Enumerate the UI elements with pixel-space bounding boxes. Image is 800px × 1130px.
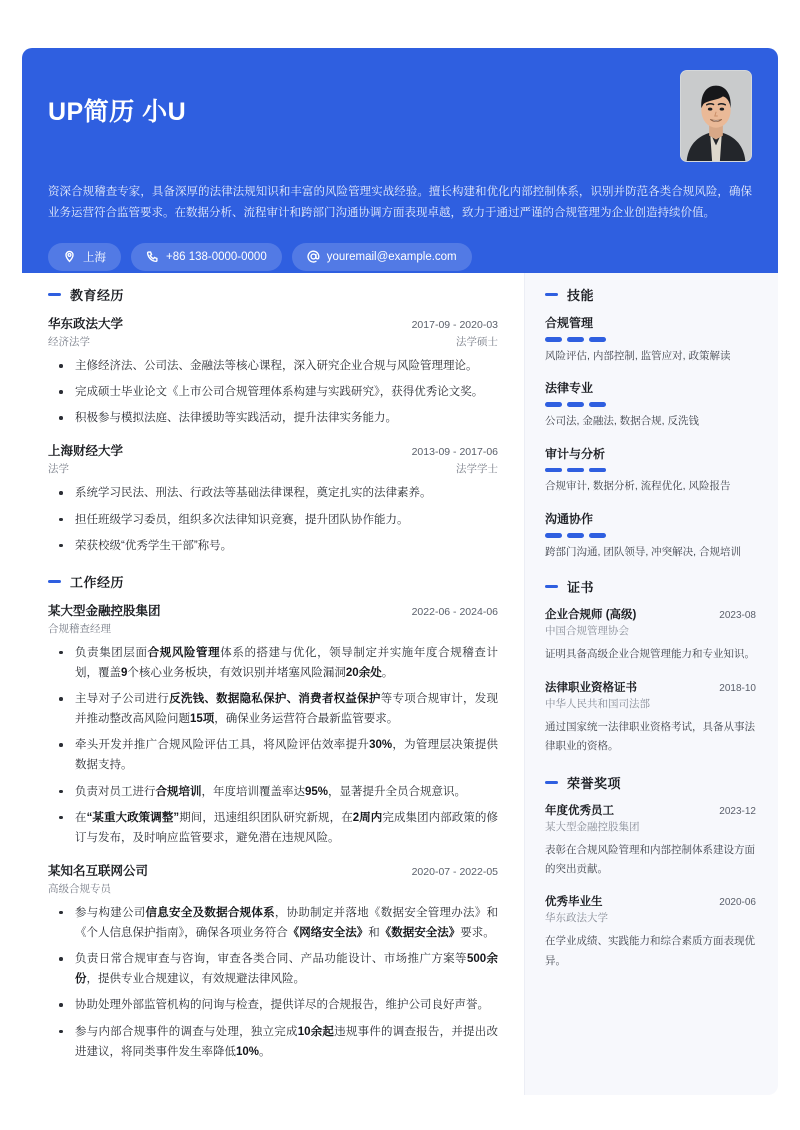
section-dash-icon [545, 781, 558, 784]
education-date: 2017-09 - 2020-03 [411, 319, 498, 331]
skill-level-bars [545, 337, 756, 342]
education-entry-subline [48, 332, 498, 349]
list-item: 担任班级学习委员，组织多次法律知识竞赛，提升团队协作能力。 [48, 510, 498, 530]
skill-group [545, 379, 756, 430]
certificate-issuer: 中华人民共和国司法部 [545, 697, 650, 710]
section-dash-icon [48, 293, 61, 296]
list-item: 负责对员工进行合规培训，年度培训覆盖率达95%，显著提升全员合规意识。 [48, 782, 498, 802]
skill-level-segment [567, 337, 584, 342]
contact-email[interactable] [292, 243, 472, 271]
skill-level-segment [589, 468, 606, 473]
sidebar-column [524, 273, 778, 1095]
skill-group [545, 314, 756, 365]
work-entry-headline [48, 601, 498, 619]
skill-level-segment [567, 533, 584, 538]
list-item: 负责日常合规审查与咨询，审查各类合同、产品功能设计、市场推广方案等500余份，提供专业合规建议，有效规避法律风险。 [48, 949, 498, 989]
certificate-headline [545, 679, 756, 695]
award-headline [545, 893, 756, 909]
awards-list [545, 802, 756, 972]
list-item: 系统学习民法、刑法、行政法等基础法律课程，奠定扎实的法律素养。 [48, 483, 498, 503]
skill-items: 跨部门沟通, 团队领导, 冲突解决, 合规培训 [545, 545, 742, 558]
work-date: 2020-07 - 2022-05 [411, 865, 498, 878]
location-pin-icon [63, 250, 76, 263]
award-date: 2020-06 [719, 897, 756, 909]
award-entry [545, 893, 756, 971]
skill-level-segment [545, 402, 562, 407]
skill-name: 法律专业 [545, 381, 594, 396]
skill-level-segment [567, 402, 584, 407]
contact-row [48, 243, 752, 271]
section-title-awards: 荣誉奖项 [567, 775, 622, 791]
skills-list [545, 314, 756, 561]
award-description: 表彰在合规风险管理和内部控制体系建设方面的突出贡献。 [545, 843, 755, 876]
list-item: 荣获校级“优秀学生干部”称号。 [48, 536, 498, 556]
certificate-description: 证明具备高级企业合规管理能力和专业知识。 [545, 648, 755, 661]
header-top-row [48, 70, 752, 162]
contact-location[interactable] [48, 243, 121, 271]
education-major: 法学 [48, 463, 69, 476]
education-date: 2013-09 - 2017-06 [411, 446, 498, 459]
contact-phone[interactable] [131, 243, 282, 271]
resume-header-card [22, 48, 778, 289]
certificate-headline [545, 606, 756, 622]
education-bullets [48, 483, 498, 555]
skill-level-segment [567, 468, 584, 473]
certificates-list [545, 606, 756, 756]
skill-level-segment [589, 402, 606, 407]
avatar [680, 70, 752, 162]
certificate-issuer: 中国合规管理协会 [545, 625, 629, 638]
education-degree: 法学学士 [456, 463, 498, 476]
award-description: 在学业成绩、实践能力和综合素质方面表现优异。 [545, 935, 755, 967]
work-date: 2022-06 - 2024-06 [411, 605, 498, 618]
education-entry [48, 441, 498, 555]
list-item: 负责集团层面合规风险管理体系的搭建与优化，领导制定并实施年度合规稽查计划，覆盖9个核心业务板块，有效识别并堵塞风险漏洞20余处。 [48, 643, 498, 683]
work-entry [48, 601, 498, 848]
phone-icon [146, 250, 159, 263]
certificate-entry [545, 606, 756, 664]
email-at-icon [307, 250, 320, 263]
section-dash-icon [48, 580, 61, 583]
contact-phone-text: +86 138-0000-0000 [166, 250, 267, 263]
main-column [22, 273, 524, 1095]
list-item: 参与内部合规事件的调查与处理，独立完成10余起违规事件的调查报告，并提出改进建议，将同类事件发生率降低10%。 [48, 1022, 498, 1062]
section-header-certificates [545, 577, 756, 596]
education-school: 华东政法大学 [48, 317, 124, 331]
certificate-name: 法律职业资格证书 [545, 681, 637, 694]
skill-level-bars [545, 533, 756, 538]
skill-items: 风险评估, 内部控制, 监管应对, 政策解读 [545, 349, 731, 362]
certificate-entry [545, 679, 756, 757]
work-bullets [48, 643, 498, 848]
education-major: 经济法学 [48, 336, 90, 348]
section-header-work [48, 572, 498, 591]
work-company: 某知名互联网公司 [48, 863, 149, 878]
section-title-skills: 技能 [567, 288, 595, 303]
education-entry-subline [48, 459, 498, 476]
award-name: 年度优秀员工 [545, 804, 614, 817]
work-role: 合规稽查经理 [48, 622, 111, 635]
award-name: 优秀毕业生 [545, 896, 603, 909]
skill-level-segment [545, 468, 562, 473]
skill-level-segment [589, 533, 606, 538]
skill-items: 合规审计, 数据分析, 流程优化, 风险报告 [545, 480, 731, 493]
skill-name: 合规管理 [545, 316, 594, 330]
list-item: 协助处理外部监管机构的问询与检查，提供详尽的合规报告，维护公司良好声誉。 [48, 995, 498, 1015]
education-entry [48, 314, 498, 428]
award-issuer: 某大型金融控股集团 [545, 820, 640, 833]
contact-location-text: 上海 [83, 251, 106, 264]
list-item: 参与构建公司信息安全及数据合规体系，协助制定并落地《数据安全管理办法》和《个人信息保护指南》，确保各项业务符合《网络安全法》和《数据安全法》要求。 [48, 903, 498, 943]
section-dash-icon [545, 585, 558, 588]
certificate-name: 企业合规师 (高级) [545, 609, 637, 622]
skill-level-segment [545, 337, 562, 342]
education-school: 上海财经大学 [48, 444, 124, 459]
page-title: UP简历 小U [48, 98, 187, 126]
education-entry-headline [48, 314, 498, 332]
skill-items: 公司法, 金融法, 数据合规, 反洗钱 [545, 414, 700, 427]
award-entry [545, 802, 756, 880]
award-issuer: 华东政法大学 [545, 912, 608, 925]
education-bullets [48, 356, 498, 428]
skill-level-bars [545, 402, 756, 407]
education-degree: 法学硕士 [456, 336, 498, 348]
contact-email-text: youremail@example.com [326, 250, 457, 263]
certificate-description: 通过国家统一法律职业资格考试，具备从事法律职业的资格。 [545, 720, 755, 753]
work-company: 某大型金融控股集团 [48, 603, 161, 618]
award-date: 2023-12 [719, 805, 756, 817]
list-item: 在“某重大政策调整”期间，迅速组织团队研究新规，在2周内完成集团内部政策的修订与发布，及时响应监管要求，避免潜在违规风险。 [48, 808, 498, 848]
section-header-education [48, 285, 498, 304]
work-list [48, 601, 498, 1062]
resume-body [22, 273, 778, 1095]
work-role: 高级合规专员 [48, 882, 111, 895]
award-headline [545, 802, 756, 818]
certificate-date: 2018-10 [719, 682, 756, 694]
section-dash-icon [545, 293, 558, 296]
skill-name: 沟通协作 [545, 512, 594, 527]
section-title-certificates: 证书 [567, 580, 595, 596]
work-entry-headline [48, 861, 498, 879]
skill-group [545, 445, 756, 496]
section-header-awards [545, 773, 756, 792]
section-header-skills [545, 285, 756, 304]
education-list [48, 314, 498, 556]
skill-level-bars [545, 468, 756, 473]
profile-summary: 资深合规稽查专家，具备深厚的法律法规知识和丰富的风险管理实战经验。擅长构建和优化内部控制体系，识别并防范各类合规风险，确保业务运营符合监管要求。在数据分析、流程审计和跨部门沟通协调方面表现卓越，致力于通过严谨的合规管理为企业创造持续价值。 [48, 186, 752, 220]
list-item: 完成硕士毕业论文《上市公司合规管理体系构建与实践研究》，获得优秀论文奖。 [48, 382, 498, 402]
section-title-work: 工作经历 [70, 574, 125, 590]
section-title-education: 教育经历 [70, 288, 125, 303]
list-item: 积极参与模拟法庭、法律援助等实践活动，提升法律实务能力。 [48, 408, 498, 428]
list-item: 主导对子公司进行反洗钱、数据隐私保护、消费者权益保护等专项合规审计，发现并推动整改高风险问题15项，确保业务运营符合最新监管要求。 [48, 689, 498, 729]
work-entry [48, 861, 498, 1062]
skill-level-segment [589, 337, 606, 342]
work-bullets [48, 903, 498, 1062]
education-entry-headline [48, 441, 498, 459]
skill-name: 审计与分析 [545, 446, 606, 461]
certificate-date: 2023-08 [719, 610, 756, 622]
list-item: 主修经济法、公司法、金融法等核心课程，深入研究企业合规与风险管理理论。 [48, 356, 498, 376]
avatar-photo-icon [681, 71, 751, 161]
skill-group [545, 510, 756, 561]
skill-level-segment [545, 533, 562, 538]
list-item: 牵头开发并推广合规风险评估工具，将风险评估效率提升30%，为管理层决策提供数据支持。 [48, 735, 498, 775]
